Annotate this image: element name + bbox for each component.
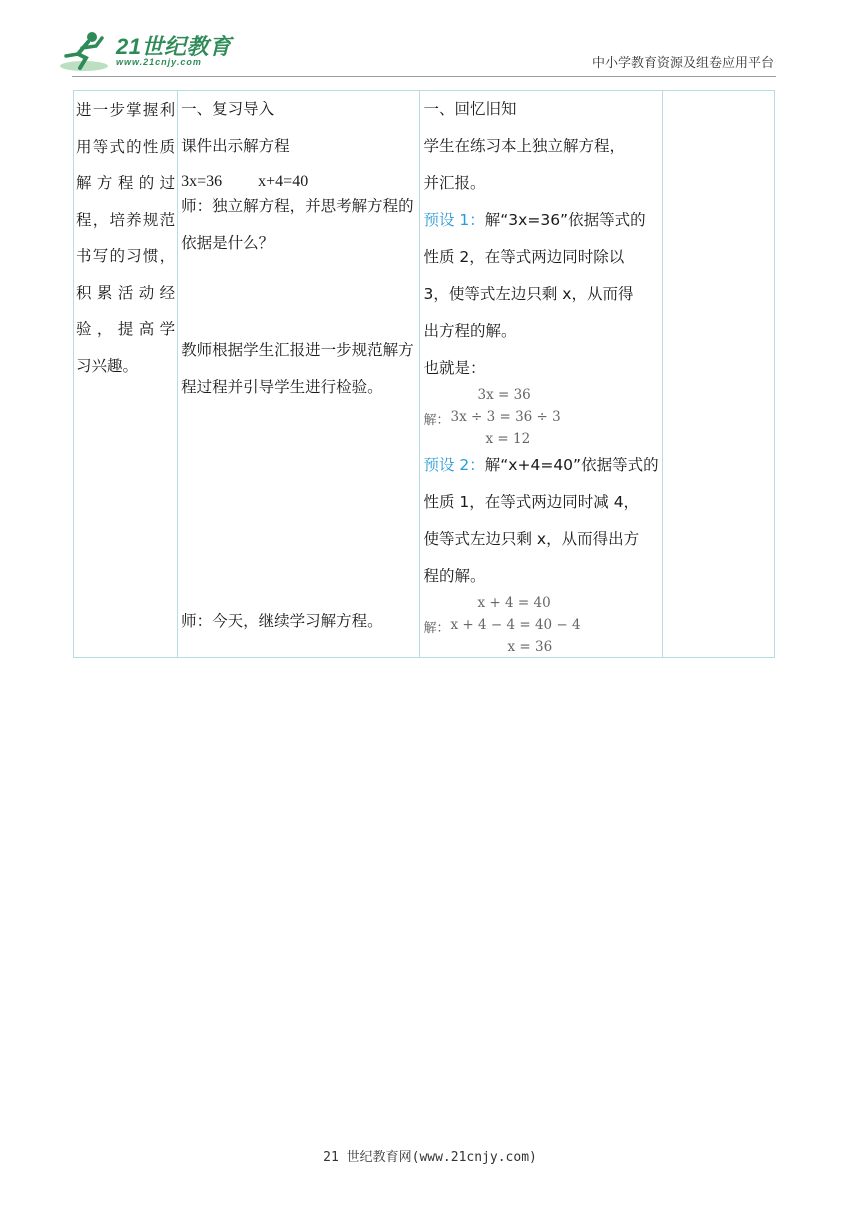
table-row: [74, 91, 775, 658]
solution1-line2: 3x ÷ 3 = 36 ÷ 3: [450, 409, 561, 425]
teacher-heading: 一、复习导入: [181, 100, 275, 118]
solution2-line1: x + 4 = 40: [477, 595, 551, 611]
goal-text-main: 进一步掌握利用等式的性质解方程的过程，培养规范书写的习惯，积累活动经验，提高学: [76, 101, 176, 338]
solution1-line3: x = 12: [485, 431, 531, 447]
preset2-label: 预设 2：: [423, 456, 485, 474]
preset1-label: 预设 1：: [423, 211, 485, 229]
student-line2: 并汇报。: [423, 174, 486, 192]
site-logo[interactable]: [58, 28, 238, 74]
header-divider: [72, 76, 776, 77]
preset2-text-b: 性质 1，在等式两边同时减 4，: [423, 493, 640, 511]
also-text: 也就是：: [423, 359, 486, 377]
preset2-text-a: 解“x+4=40”依据等式的: [484, 456, 659, 474]
preset1-text-c: 3，使等式左边只剩 x，从而得: [423, 285, 634, 303]
goal-text-last: 习兴趣。: [76, 356, 139, 375]
teacher-closing: 师：今天，继续学习解方程。: [181, 612, 383, 630]
equation-2: x+4=40: [258, 173, 309, 190]
preset1-line-a: [423, 202, 645, 239]
equation-1: 3x=36: [181, 173, 223, 190]
preset1-text-b: 性质 2，在等式两边同时除以: [423, 248, 625, 266]
logo-brand-text: 21世纪教育: [116, 34, 232, 59]
platform-title: 中小学教育资源及组卷应用平台: [591, 56, 774, 71]
preset2-text-d: 程的解。: [423, 567, 486, 585]
preset1-text-a: 解“3x=36”依据等式的: [484, 211, 646, 229]
lesson-table: [73, 90, 775, 658]
runner-icon: [58, 28, 114, 74]
student-activity-cell: [420, 91, 662, 658]
solution1-line1: 3x = 36: [477, 387, 531, 403]
preset2-text-c: 使等式左边只剩 x，从而得出方: [423, 530, 640, 548]
teacher-guide: 教师根据学生汇报进一步规范解方程过程并引导学生进行检验。: [181, 341, 414, 396]
goal-cell: [74, 91, 178, 658]
teacher-line1: 课件出示解方程: [181, 137, 290, 155]
teacher-activity-cell: [178, 91, 420, 658]
solution2-line2: x + 4 − 4 = 40 − 4: [450, 617, 581, 633]
student-heading: 一、回忆旧知: [423, 100, 517, 118]
solution2-label: 解：: [423, 621, 450, 636]
solution1-label: 解：: [423, 413, 450, 428]
logo-url-text: www.21cnjy.com: [116, 57, 202, 67]
teacher-question: 师：独立解方程，并思考解方程的依据是什么？: [181, 197, 414, 252]
page-footer: 21 世纪教育网(www.21cnjy.com): [323, 1150, 537, 1165]
preset1-text-d: 出方程的解。: [423, 322, 517, 340]
preset2-line-a: [423, 447, 658, 484]
page-header: [0, 0, 860, 92]
student-line1: 学生在练习本上独立解方程，: [423, 137, 625, 155]
notes-cell: [662, 91, 774, 658]
goal-text: [74, 91, 177, 384]
solution2-line3: x = 36: [507, 639, 553, 655]
